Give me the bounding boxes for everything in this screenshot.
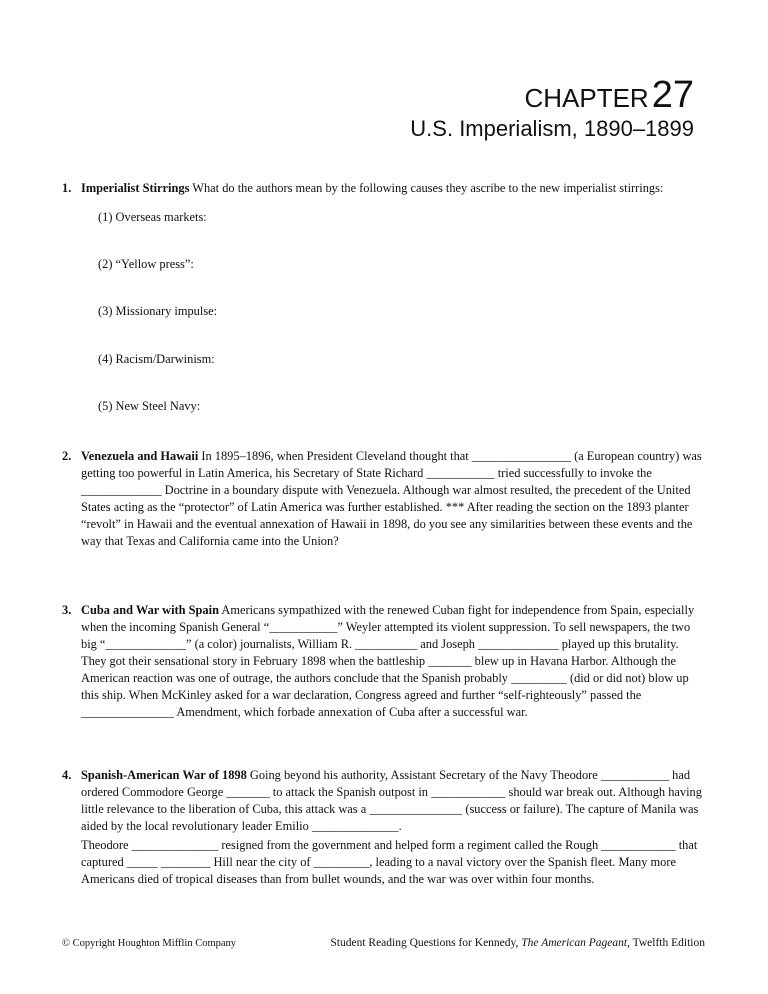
- question-number: 4.: [62, 768, 72, 782]
- question-2: [62, 448, 702, 550]
- q1-item-4: (4) Racism/Darwinism:: [98, 352, 215, 366]
- copyright-notice: © Copyright Houghton Mifflin Company: [62, 938, 237, 949]
- chapter-title: U.S. Imperialism, 1890–1899: [410, 116, 694, 141]
- source-prefix: Student Reading Questions for Kennedy,: [330, 937, 522, 949]
- question-1: [62, 180, 702, 197]
- q1-item-5: (5) New Steel Navy:: [98, 399, 201, 413]
- question-4-paragraph-2: [62, 837, 702, 888]
- q1-item-1: (1) Overseas markets:: [98, 210, 207, 224]
- q1-item-3: (3) Missionary impulse:: [98, 304, 218, 318]
- question-3: [62, 602, 702, 721]
- question-text: In 1895–1896, when President Cleveland thought that ________________ (a European country) was getting too powerful in Latin America, his Secretary of State Richard ___________ tried successfully to invoke the _____________ Doctrine in a boundary dispute with Venezuela. Although war almost resulted, the precedent of the United States acting as the “protector” of Latin America was further established. *** After reading the section on the 1893 planter “revolt” in Hawaii and the eventual annexation of Hawaii in 1898, do you see any similarities between these events and the way that Texas and California came into the Union?: [81, 449, 702, 548]
- source-citation: [330, 937, 705, 949]
- question-heading: Cuba and War with Spain: [81, 603, 219, 617]
- question-heading: Imperialist Stirrings: [81, 181, 190, 195]
- question-text: Theodore ______________ resigned from the government and helped form a regiment called the Rough ____________ that captured _____ ________ Hill near the city of _________, leading to a naval victory over the Spanish fleet. Many more Americans died of tropical diseases than from bullet wounds, and the war was over within four months.: [81, 838, 698, 886]
- chapter-number: 27: [651, 74, 694, 116]
- question-number: 1.: [62, 181, 72, 195]
- book-title: The American Pageant,: [521, 937, 630, 949]
- question-text: What do the authors mean by the following causes they ascribe to the new imperialist stirrings:: [189, 181, 664, 195]
- question-number: 3.: [62, 603, 72, 617]
- question-heading: Venezuela and Hawaii: [81, 449, 199, 463]
- q1-item-2: (2) “Yellow press”:: [98, 257, 194, 271]
- source-suffix: Twelfth Edition: [629, 937, 705, 949]
- question-number: 2.: [62, 449, 72, 463]
- question-4: [62, 767, 702, 835]
- question-text: Going beyond his authority, Assistant Secretary of the Navy Theodore ___________ had ordered Commodore George _______ to attack the Spanish outpost in ____________ should war break out. Although having little relevance to the liberation of Cuba, this attack was a _______________ (success or failure). The capture of Manila was aided by the local revolutionary leader Emilio ______________.: [81, 768, 702, 833]
- chapter-word: CHAPTER: [524, 83, 649, 113]
- question-heading: Spanish-American War of 1898: [81, 768, 247, 782]
- question-text: Americans sympathized with the renewed Cuban fight for independence from Spain, especially when the incoming Spanish General “___________” Weyler attempted its violent suppression. To sell newspapers, the two big “_____________” (a color) journalists, William R. __________ and Joseph _____________ played up this brutality. They got their sensational story in February 1898 when the battleship _______ blew up in Havana Harbor. Although the American reaction was one of outrage, the authors conclude that the Spanish probably _________ (did or did not) blow up this ship. When McKinley asked for a war declaration, Congress agreed and further “self-righteously” passed the _______________ Amendment, which forbade annexation of Cuba after a successful war.: [81, 603, 695, 719]
- chapter-label: [524, 76, 694, 114]
